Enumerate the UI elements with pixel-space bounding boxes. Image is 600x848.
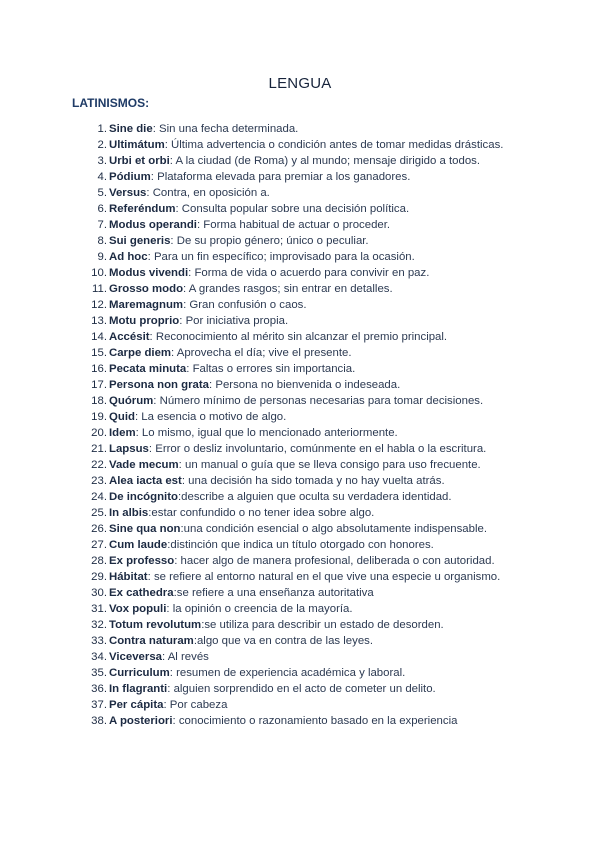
list-item <box>72 457 532 473</box>
item-entry <box>107 425 532 441</box>
list-item <box>72 537 532 553</box>
item-number: 37. <box>91 699 107 711</box>
item-term: De incógnito <box>109 491 178 503</box>
latinisms-list <box>72 121 532 729</box>
item-term: Viceversa <box>109 651 162 663</box>
list-item <box>72 617 532 633</box>
item-term: Totum revolutum <box>109 619 202 631</box>
item-entry <box>107 713 532 729</box>
item-term: Ex cathedra <box>109 587 174 599</box>
list-item <box>72 361 532 377</box>
item-definition: : Forma de vida o acuerdo para convivir en paz. <box>188 267 430 279</box>
item-entry <box>107 361 532 377</box>
list-item <box>72 313 532 329</box>
item-term: Sine die <box>109 123 153 135</box>
item-entry <box>107 569 532 585</box>
item-entry <box>107 409 532 425</box>
item-term: Contra naturam <box>109 635 194 647</box>
item-entry <box>107 249 532 265</box>
item-entry <box>107 617 532 633</box>
list-item <box>72 249 532 265</box>
item-term: Persona non grata <box>109 379 210 391</box>
item-term: Versus <box>109 187 147 199</box>
list-item <box>72 185 532 201</box>
item-definition: : hacer algo de manera profesional, deliberada o con autoridad. <box>174 555 495 567</box>
item-term: Grosso modo <box>109 283 184 295</box>
item-definition: :distinción que indica un título otorgado con honores. <box>167 539 434 551</box>
item-term: Quid <box>109 411 135 423</box>
list-item <box>72 633 532 649</box>
list-item <box>72 585 532 601</box>
list-item <box>72 169 532 185</box>
item-definition: : Contra, en oposición a. <box>146 187 270 199</box>
item-entry <box>107 633 532 649</box>
item-term: In albis <box>109 507 149 519</box>
item-term: Lapsus <box>109 443 149 455</box>
item-number: 20. <box>91 427 107 439</box>
item-number: 33. <box>91 635 107 647</box>
list-item <box>72 713 532 729</box>
item-definition: : A grandes rasgos; sin entrar en detalles. <box>183 283 393 295</box>
item-definition: : Última advertencia o condición antes de tomar medidas drásticas. <box>164 139 504 151</box>
item-entry <box>107 393 532 409</box>
item-entry <box>107 473 532 489</box>
item-number: 36. <box>91 683 107 695</box>
item-entry <box>107 649 532 665</box>
item-entry <box>107 313 532 329</box>
item-entry <box>107 169 532 185</box>
item-number: 25. <box>91 507 107 519</box>
item-definition: :algo que va en contra de las leyes. <box>193 635 374 647</box>
list-item <box>72 233 532 249</box>
item-number: 16. <box>91 363 107 375</box>
item-entry <box>107 681 532 697</box>
item-number: 11. <box>92 283 107 295</box>
item-number: 4. <box>97 171 107 183</box>
item-number: 17. <box>91 379 107 391</box>
item-number: 19. <box>91 411 107 423</box>
list-item <box>72 393 532 409</box>
item-definition: : Para un fin específico; improvisado para la ocasión. <box>147 251 415 263</box>
item-definition: :se refiere a una enseñanza autoritativa <box>173 587 374 599</box>
item-entry <box>107 121 532 137</box>
item-term: Ultimátum <box>109 139 165 151</box>
list-item <box>72 377 532 393</box>
item-number: 38. <box>91 715 107 727</box>
item-number: 13. <box>91 315 107 327</box>
item-entry <box>107 489 532 505</box>
item-definition: :describe a alguien que oculta su verdadera identidad. <box>177 491 452 503</box>
item-term: Ad hoc <box>109 251 148 263</box>
list-item <box>72 409 532 425</box>
item-term: Modus operandi <box>109 219 197 231</box>
list-item <box>72 697 532 713</box>
item-number: 2. <box>97 139 107 151</box>
item-number: 14. <box>91 331 107 343</box>
item-entry <box>107 345 532 361</box>
item-number: 12. <box>91 299 107 311</box>
item-number: 34. <box>91 651 107 663</box>
item-number: 23. <box>91 475 107 487</box>
item-definition: : Lo mismo, igual que lo mencionado anteriormente. <box>135 427 398 439</box>
item-term: Accésit <box>109 331 150 343</box>
item-entry <box>107 601 532 617</box>
list-item <box>72 329 532 345</box>
item-number: 5. <box>97 187 107 199</box>
item-definition: : Plataforma elevada para premiar a los ganadores. <box>150 171 411 183</box>
item-entry <box>107 441 532 457</box>
item-number: 32. <box>91 619 107 631</box>
item-term: Ex professo <box>109 555 175 567</box>
item-entry <box>107 281 532 297</box>
list-item <box>72 217 532 233</box>
list-item <box>72 553 532 569</box>
list-item <box>72 153 532 169</box>
item-entry <box>107 137 532 153</box>
item-definition: : Faltas o errores sin importancia. <box>186 363 356 375</box>
item-term: Carpe diem <box>109 347 172 359</box>
item-term: Curriculum <box>109 667 170 679</box>
item-definition: : Persona no bienvenida o indeseada. <box>209 379 401 391</box>
item-definition: :una condición esencial o algo absolutamente indispensable. <box>180 523 488 535</box>
item-entry <box>107 537 532 553</box>
item-entry <box>107 457 532 473</box>
item-number: 9. <box>97 251 107 263</box>
item-number: 27. <box>91 539 107 551</box>
item-definition: : Al revés <box>162 651 209 663</box>
item-definition: : Sin una fecha determinada. <box>152 123 299 135</box>
item-entry <box>107 665 532 681</box>
item-entry <box>107 329 532 345</box>
item-number: 35. <box>91 667 107 679</box>
item-entry <box>107 553 532 569</box>
list-item <box>72 601 532 617</box>
item-definition: : una decisión ha sido tomada y no hay vuelta atrás. <box>181 475 445 487</box>
item-definition: : se refiere al entorno natural en el que vive una especie u organismo. <box>147 571 501 583</box>
item-entry <box>107 585 532 601</box>
item-number: 7. <box>97 219 107 231</box>
item-term: Hábitat <box>109 571 148 583</box>
list-item <box>72 425 532 441</box>
item-definition: : Error o desliz involuntario, comúnmente en el habla o la escritura. <box>148 443 487 455</box>
list-item <box>72 569 532 585</box>
list-item <box>72 297 532 313</box>
item-definition: :estar confundido o no tener idea sobre algo. <box>148 507 375 519</box>
item-number: 3. <box>97 155 107 167</box>
list-item <box>72 281 532 297</box>
item-term: Referéndum <box>109 203 176 215</box>
item-number: 28. <box>91 555 107 567</box>
item-definition: : Aprovecha el día; vive el presente. <box>171 347 352 359</box>
item-number: 31. <box>91 603 107 615</box>
item-term: Quórum <box>109 395 154 407</box>
item-number: 10. <box>91 267 107 279</box>
item-entry <box>107 377 532 393</box>
item-definition: : De su propio género; único o peculiar. <box>170 235 369 247</box>
item-term: Maremagnum <box>109 299 184 311</box>
item-entry <box>107 217 532 233</box>
item-definition: : conocimiento o razonamiento basado en la experiencia <box>172 715 458 727</box>
item-number: 21. <box>91 443 107 455</box>
item-definition: : resumen de experiencia académica y laboral. <box>169 667 406 679</box>
item-definition: : Forma habitual de actuar o proceder. <box>196 219 391 231</box>
item-definition: : La esencia o motivo de algo. <box>134 411 287 423</box>
item-term: Alea iacta est <box>109 475 182 487</box>
item-term: Pódium <box>109 171 151 183</box>
item-term: Sine qua non <box>109 523 181 535</box>
item-definition: : Gran confusión o caos. <box>183 299 307 311</box>
item-term: A posteriori <box>109 715 173 727</box>
item-definition: : Por iniciativa propia. <box>179 315 289 327</box>
item-term: Vade mecum <box>109 459 179 471</box>
item-term: Modus vivendi <box>109 267 189 279</box>
list-item <box>72 265 532 281</box>
item-number: 30. <box>91 587 107 599</box>
item-number: 29. <box>91 571 107 583</box>
page-title: LENGUA <box>268 75 332 92</box>
item-term: Per cápita <box>109 699 164 711</box>
item-definition: : Por cabeza <box>163 699 228 711</box>
item-entry <box>107 297 532 313</box>
item-definition: : Consulta popular sobre una decisión política. <box>175 203 410 215</box>
item-term: Idem <box>109 427 136 439</box>
item-entry <box>107 233 532 249</box>
list-item <box>72 137 532 153</box>
item-term: Pecata minuta <box>109 363 187 375</box>
list-item <box>72 345 532 361</box>
item-entry <box>107 521 532 537</box>
list-item <box>72 681 532 697</box>
item-entry <box>107 265 532 281</box>
item-number: 6. <box>97 203 107 215</box>
list-item <box>72 649 532 665</box>
item-entry <box>107 505 532 521</box>
item-number: 15. <box>91 347 107 359</box>
item-definition: : un manual o guía que se lleva consigo para uso frecuente. <box>178 459 481 471</box>
item-definition: : Reconocimiento al mérito sin alcanzar el premio principal. <box>149 331 448 343</box>
item-term: Cum laude <box>109 539 168 551</box>
item-definition: : A la ciudad (de Roma) y al mundo; mensaje dirigido a todos. <box>169 155 481 167</box>
section-heading: LATINISMOS: <box>72 96 150 110</box>
list-item <box>72 489 532 505</box>
list-item <box>72 121 532 137</box>
item-number: 22. <box>91 459 107 471</box>
item-definition: : la opinión o creencia de la mayoría. <box>166 603 353 615</box>
item-term: Vox populi <box>109 603 167 615</box>
item-term: Urbi et orbi <box>109 155 170 167</box>
item-definition: : alguien sorprendido en el acto de cometer un delito. <box>167 683 436 695</box>
list-item <box>72 665 532 681</box>
item-number: 8. <box>97 235 107 247</box>
list-item <box>72 201 532 217</box>
item-entry <box>107 201 532 217</box>
list-item <box>72 473 532 489</box>
item-number: 26. <box>91 523 107 535</box>
item-term: In flagranti <box>109 683 168 695</box>
item-entry <box>107 697 532 713</box>
item-number: 1. <box>97 123 107 135</box>
item-definition: : Número mínimo de personas necesarias para tomar decisiones. <box>153 395 484 407</box>
item-number: 18. <box>91 395 107 407</box>
item-term: Motu proprio <box>109 315 180 327</box>
list-item <box>72 521 532 537</box>
item-definition: :se utiliza para describir un estado de desorden. <box>201 619 444 631</box>
item-term: Sui generis <box>109 235 171 247</box>
item-entry <box>107 185 532 201</box>
item-entry <box>107 153 532 169</box>
item-number: 24. <box>91 491 107 503</box>
list-item <box>72 441 532 457</box>
list-item <box>72 505 532 521</box>
